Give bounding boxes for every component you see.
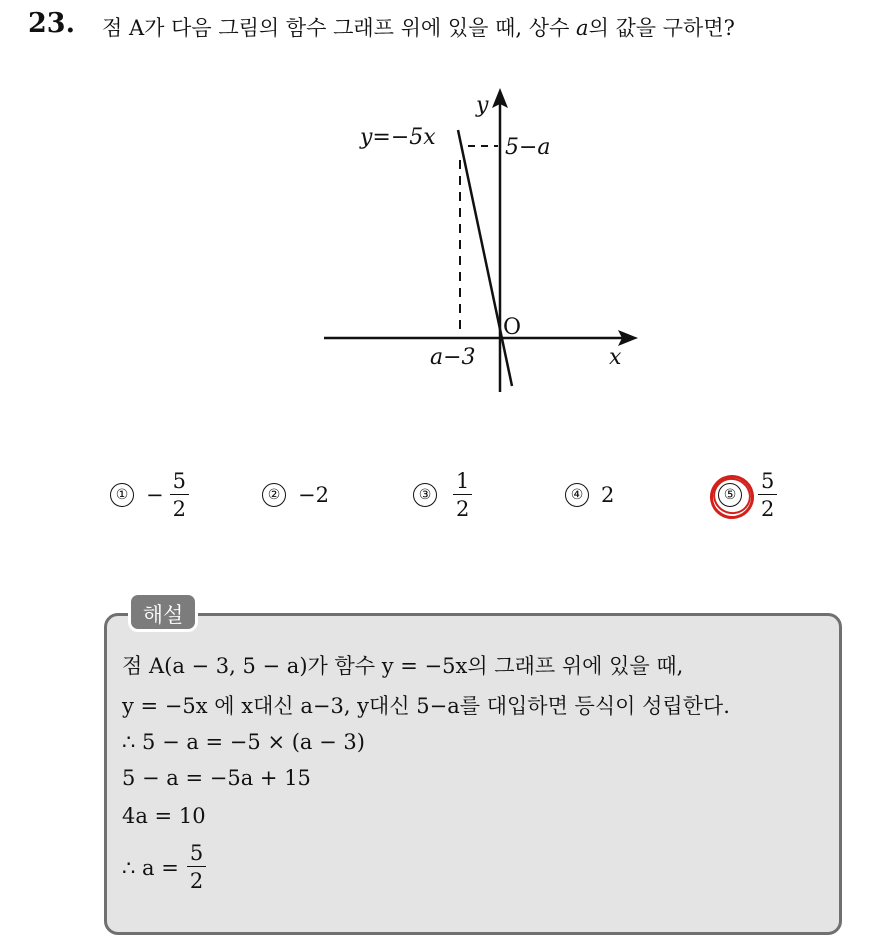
solution-final-fraction: $\frac{5}{2}$ xyxy=(187,840,206,895)
choice-4[interactable] xyxy=(565,460,614,530)
choice-1[interactable] xyxy=(110,460,189,530)
solution-tag: 해설 xyxy=(128,592,198,632)
choice-3[interactable] xyxy=(413,460,472,530)
solution-line-5: 4a = 10 xyxy=(122,804,206,828)
choice-5[interactable] xyxy=(718,460,777,530)
choice-fraction: $\frac{5}{2}$ xyxy=(170,468,189,523)
choice-value: 2 xyxy=(601,483,615,507)
origin-label: O xyxy=(503,315,522,340)
solution-line-4: 5 − a = −5a + 15 xyxy=(122,766,311,790)
choice-sign: − xyxy=(146,483,164,507)
choice-marker: ② xyxy=(262,483,286,507)
choice-marker: ④ xyxy=(565,483,589,507)
choice-value: −2 xyxy=(298,483,329,507)
choice-fraction: $\frac{5}{2}$ xyxy=(758,468,777,523)
choice-marker: ① xyxy=(110,483,134,507)
solution-final-prefix: ∴ a = xyxy=(122,855,179,880)
x-value-label: a−3 xyxy=(430,345,476,370)
solution-line-1: 점 A(a − 3, 5 − a)가 함수 y = −5x의 그래프 위에 있을 때, xyxy=(122,654,684,678)
solution-line-2: y = −5x 에 x대신 a−3, y대신 5−a를 대입하면 등식이 성립한다. xyxy=(122,694,730,718)
choice-marker: ③ xyxy=(413,483,437,507)
question-text: 점 A가 다음 그림의 함수 그래프 위에 있을 때, 상수 a의 값을 구하면? xyxy=(102,16,735,40)
choice-2[interactable] xyxy=(262,460,329,530)
answer-choices xyxy=(0,460,884,530)
question-number: 23. xyxy=(28,8,75,39)
solution-line-3: ∴ 5 − a = −5 × (a − 3) xyxy=(122,730,365,754)
solution-final-line xyxy=(122,840,206,895)
y-axis-label: y xyxy=(476,93,489,118)
y-value-label: 5−a xyxy=(505,135,551,160)
choice-marker: ⑤ xyxy=(718,483,742,507)
line-label: y=−5x xyxy=(360,125,436,150)
function-graph xyxy=(300,80,660,400)
x-axis-label: x xyxy=(609,345,622,370)
choice-fraction: $\frac{1}{2}$ xyxy=(453,468,472,523)
